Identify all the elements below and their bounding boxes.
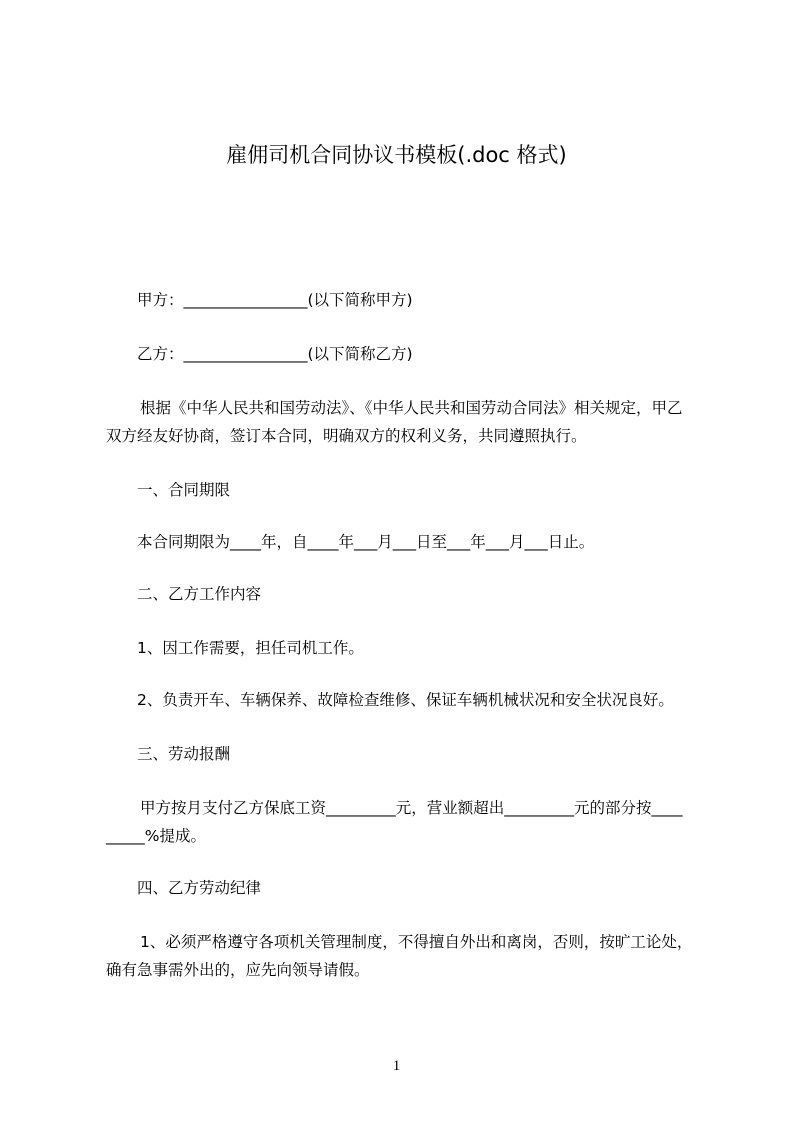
section-discipline-line-2: 确有急事需外出的，应先向领导请假。 — [106, 961, 370, 979]
page-number: 1 — [392, 1058, 401, 1074]
section-work-line-1: 1、因工作需要，担任司机工作。 — [137, 639, 364, 657]
preamble-line-2: 双方经友好协商，签订本合同，明确双方的权利义务，共同遵照执行。 — [106, 427, 587, 445]
section-heading-pay: 三、劳动报酬 — [137, 745, 231, 763]
section-heading-discipline: 四、乙方劳动纪律 — [137, 879, 262, 897]
document-title: 雇佣司机合同协议书模板(.doc 格式) — [226, 143, 567, 167]
section-heading-work: 二、乙方工作内容 — [137, 585, 262, 603]
section-pay-line-2: _____%提成。 — [106, 827, 206, 845]
section-term-line-1: 本合同期限为____年，自____年___月___日至___年___月___日止。 — [137, 533, 595, 551]
section-work-line-2: 2、负责开车、车辆保养、故障检查维修、保证车辆机械状况和安全状况良好。 — [137, 691, 674, 709]
preamble-line-1: 根据《中华人民共和国劳动法》、《中华人民共和国劳动合同法》相关规定，甲乙 — [140, 399, 683, 417]
party-a-line: 甲方：________________(以下简称甲方) — [137, 291, 413, 309]
section-heading-term: 一、合同期限 — [137, 481, 231, 499]
party-b-line: 乙方：________________(以下简称乙方) — [137, 345, 413, 363]
section-pay-line-1: 甲方按月支付乙方保底工资_________元，营业额超出_________元的部分按____ — [140, 799, 683, 817]
section-discipline-line-1: 1、必须严格遵守各项机关管理制度，不得擅自外出和离岗，否则，按旷工论处， — [140, 933, 693, 951]
